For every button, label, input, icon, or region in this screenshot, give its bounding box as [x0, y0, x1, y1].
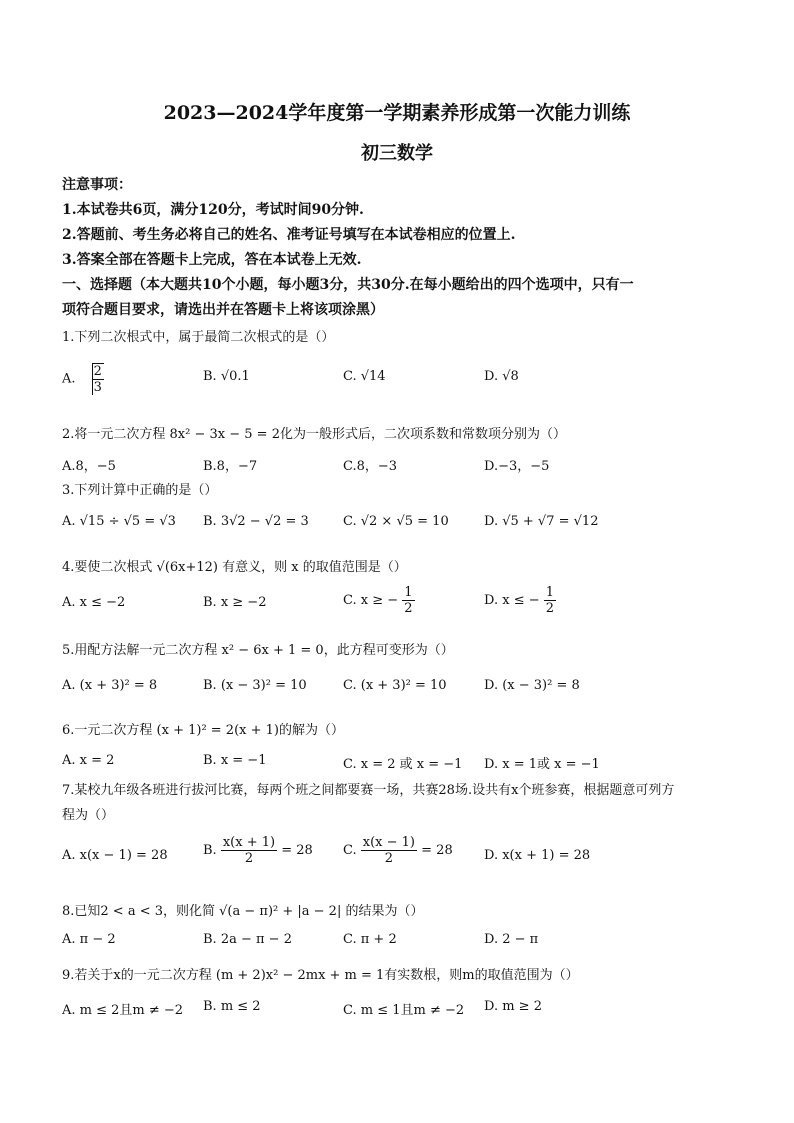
question-7-option-d: D. x(x + 1) = 28	[484, 848, 591, 863]
question-6-option-a: A. x = 2	[62, 753, 115, 768]
question-9-option-d: D. m ≥ 2	[484, 999, 542, 1014]
question-7-stem-cont: 程为（）	[62, 808, 115, 823]
question-6-option-c: C. x = 2 或 x = −1	[343, 757, 463, 772]
question-7-option-a: A. x(x − 1) = 28	[62, 848, 168, 863]
question-2-option-c: C.8，−3	[343, 459, 398, 474]
question-1-option-b: B. √0.1	[203, 369, 250, 384]
question-9-option-b: B. m ≤ 2	[203, 999, 261, 1014]
question-2-stem: 2.将一元二次方程 8x² − 3x − 5 = 2化为一般形式后，二次项系数和常数项分别为（）	[62, 427, 566, 442]
question-8-stem: 8.已知2 < a < 3，则化简 √(a − π)² + |a − 2| 的结果为（）	[62, 904, 424, 919]
question-5-stem: 5.用配方法解一元二次方程 x² − 6x + 1 = 0，此方程可变形为（）	[62, 643, 454, 658]
notice-item: 3.答案全部在答题卡上完成，答在本试卷上无效.	[62, 252, 362, 268]
question-2-option-b: B.8，−7	[203, 459, 258, 474]
question-3-option-a: A. √15 ÷ √5 = √3	[62, 514, 176, 529]
question-6-option-b: B. x = −1	[203, 753, 267, 768]
question-2-option-d: D.−3，−5	[484, 459, 550, 474]
question-1-option-c: C. √14	[343, 369, 386, 384]
question-5-option-d: D. (x − 3)² = 8	[484, 678, 580, 693]
question-4-option-b: B. x ≥ −2	[203, 595, 267, 610]
question-3-option-b: B. 3√2 − √2 = 3	[203, 514, 309, 529]
question-1-stem: 1.下列二次根式中，属于最简二次根式的是（）	[62, 330, 335, 345]
question-4-option-c: C. x ≥ − $\frac{1}{2}$	[343, 585, 413, 616]
question-8-option-a: A. π − 2	[62, 932, 116, 947]
notice-heading: 注意事项：	[62, 177, 132, 193]
question-1-option-a: A. $\frac{2}{3}$	[62, 364, 102, 395]
question-9-option-a: A. m ≤ 2且m ≠ −2	[62, 1003, 184, 1018]
question-5-option-c: C. (x + 3)² = 10	[343, 678, 447, 693]
question-5-option-b: B. (x − 3)² = 10	[203, 678, 307, 693]
question-1-option-d: D. √8	[484, 369, 519, 384]
section-heading-cont: 项符合题目要求，请选出并在答题卡上将该项涂黑）	[62, 302, 384, 318]
question-4-option-d: D. x ≤ − $\frac{1}{2}$	[484, 585, 555, 616]
page-subtitle: 初三数学	[361, 143, 433, 164]
question-8-option-b: B. 2a − π − 2	[203, 932, 292, 947]
question-5-option-a: A. (x + 3)² = 8	[62, 678, 158, 693]
question-6-stem: 6.一元二次方程 (x + 1)² = 2(x + 1)的解为（）	[62, 723, 344, 738]
question-8-option-d: D. 2 − π	[484, 932, 539, 947]
notice-item: 1.本试卷共6页，满分120分，考试时间90分钟.	[62, 202, 364, 218]
question-9-stem: 9.若关于x的一元二次方程 (m + 2)x² − 2mx + m = 1有实数根，则m的取值范围为（）	[62, 968, 579, 983]
question-7-option-c: C. $\frac{x(x - 1)}{2}$ = 28	[343, 835, 453, 866]
question-6-option-d: D. x = 1或 x = −1	[484, 757, 600, 772]
question-3-stem: 3.下列计算中正确的是（）	[62, 483, 218, 498]
question-7-option-b: B. $\frac{x(x + 1)}{2}$ = 28	[203, 835, 313, 866]
question-8-option-c: C. π + 2	[343, 932, 397, 947]
question-9-option-c: C. m ≤ 1且m ≠ −2	[343, 1003, 465, 1018]
page-title: 2023—2024学年度第一学期素养形成第一次能力训练	[163, 102, 631, 124]
question-4-stem: 4.要使二次根式 √(6x+12) 有意义，则 x 的取值范围是（）	[62, 560, 407, 575]
section-heading: 一、选择题（本大题共10个小题，每小题3分，共30分.在每小题给出的四个选项中，只有一	[62, 277, 634, 293]
question-4-option-a: A. x ≤ −2	[62, 595, 126, 610]
question-2-option-a: A.8，−5	[62, 459, 116, 474]
question-7-stem: 7.某校九年级各班进行拔河比赛，每两个班之间都要赛一场，共赛28场.设共有x个班参赛，根据题意可列方	[62, 783, 675, 798]
question-3-option-c: C. √2 × √5 = 10	[343, 514, 449, 529]
question-3-option-d: D. √5 + √7 = √12	[484, 514, 599, 529]
notice-item: 2.答题前、考生务必将自己的姓名、准考证号填写在本试卷相应的位置上.	[62, 227, 516, 243]
